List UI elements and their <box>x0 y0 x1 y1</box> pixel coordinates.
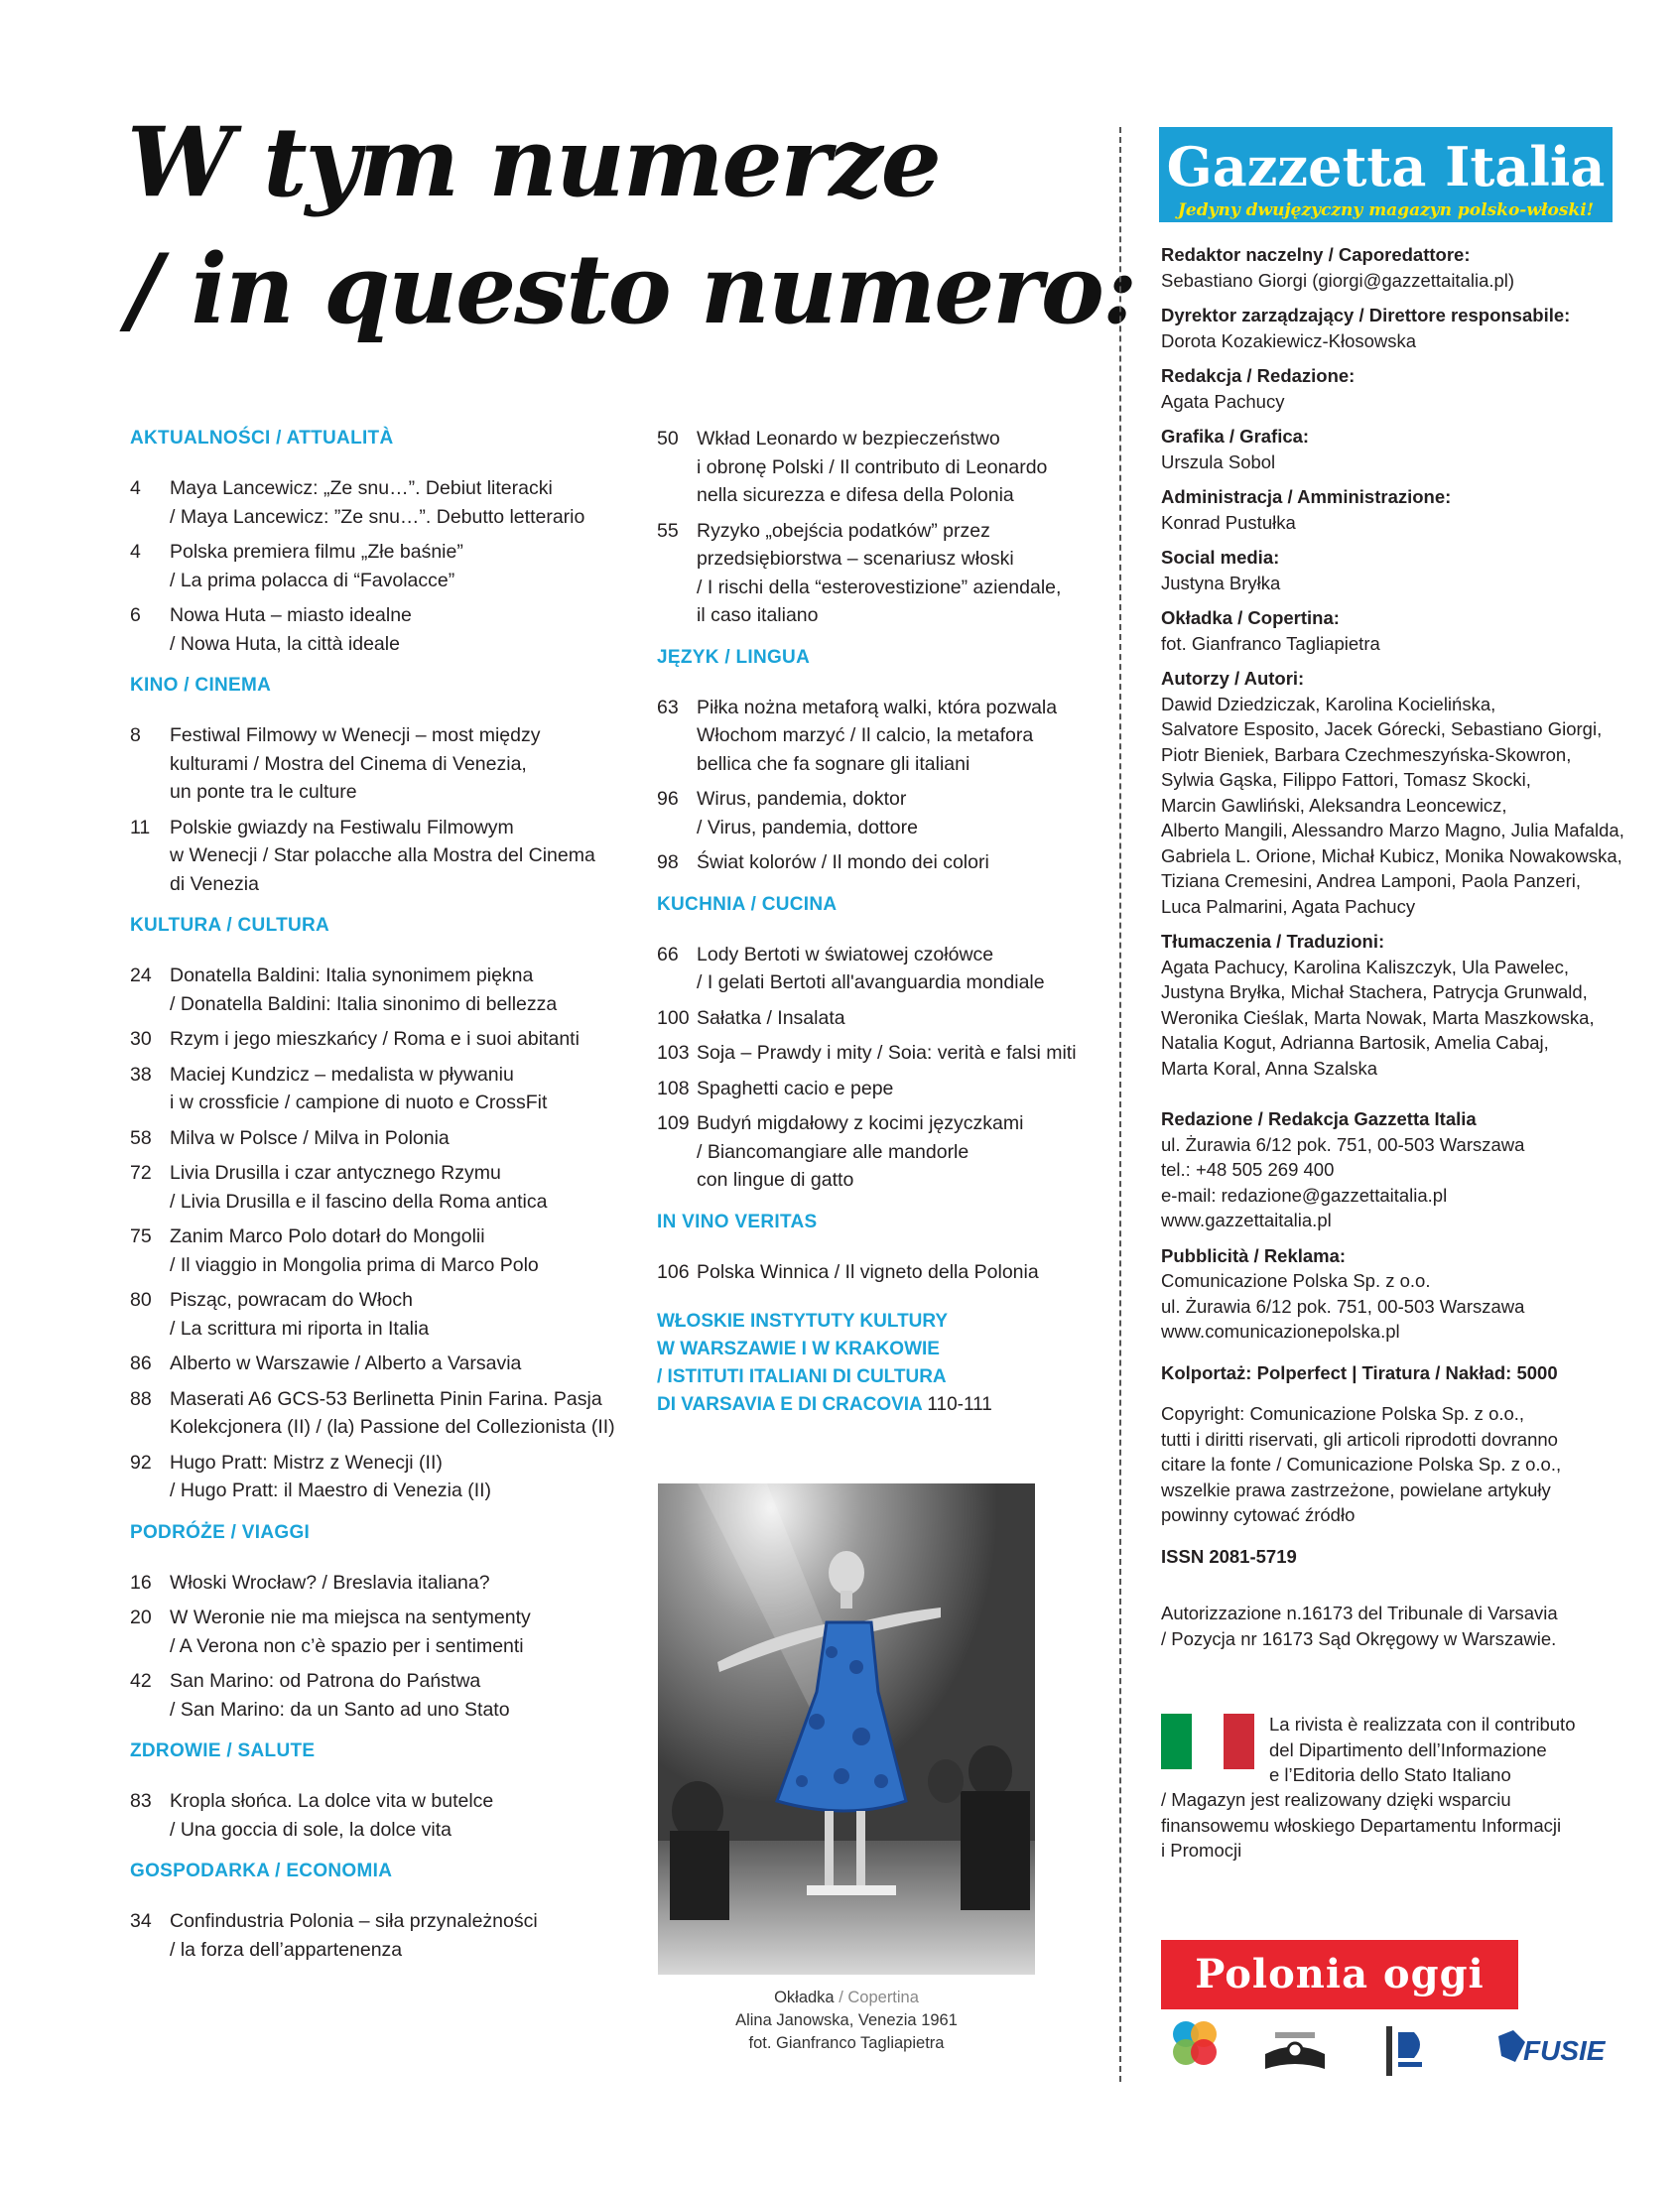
toc-entry[interactable] <box>130 1025 626 1054</box>
article-title: Festiwal Filmowy w Wenecji – most między kulturami / Mostra del Cinema di Venezia, un ponte tra le culture <box>170 724 541 803</box>
page-number: 4 <box>130 541 141 563</box>
toc-entry[interactable] <box>130 1385 626 1442</box>
page-number: 4 <box>130 477 141 499</box>
article-title: Hugo Pratt: Mistrz z Wenecji (II) / Hugo Pratt: il Maestro di Venezia (II) <box>170 1451 492 1501</box>
redazione-address: ul. Żurawia 6/12 pok. 751, 00-503 Warszawa tel.: +48 505 269 400 e-mail: redazione@gazzettaitalia.pl www.gazzettaitalia.pl <box>1161 1133 1525 1230</box>
article-title: Włoski Wrocław? / Breslavia italiana? <box>170 1571 490 1594</box>
redazione-label: Redazione / Redakcja Gazzetta Italia <box>1161 1108 1477 1129</box>
caption-photographer: fot. Gianfranco Tagliapietra <box>748 2034 945 2052</box>
page-number: 86 <box>130 1352 152 1374</box>
toc-entry[interactable] <box>130 1667 626 1724</box>
cover-photo <box>658 1483 1035 1975</box>
toc-entry[interactable] <box>657 941 1094 997</box>
credit-label: Dyrektor zarządzający / Direttore responsabile: <box>1161 305 1571 325</box>
credit-label: Grafika / Grafica: <box>1161 426 1310 447</box>
page-number: 16 <box>130 1571 152 1594</box>
article-title: Maserati A6 GCS-53 Berlinetta Pinin Farina. Pasja Kolekcjonera (II) / (la) Passione del Collezionista (II) <box>170 1387 615 1438</box>
pubblicita-label: Pubblicità / Reklama: <box>1161 1244 1347 1266</box>
credit-value: Justyna Bryłka <box>1161 572 1281 593</box>
page-number: 75 <box>130 1225 152 1247</box>
page-number: 11 <box>130 816 151 838</box>
funding-note-pl: / Magazyn jest realizowany dzięki wsparciu finansowemu włoskiego Departamentu Informacji i Promocji <box>1161 1789 1562 1861</box>
imprint <box>1161 242 1647 1651</box>
article-title: Sałatka / Insalata <box>697 1006 845 1029</box>
toc-entry[interactable] <box>130 962 626 1018</box>
toc-entry[interactable] <box>657 694 1094 779</box>
copyright: Copyright: Comunicazione Polska Sp. z o.o., tutti i diritti riservati, gli articoli riprodotti dovranno citare la fonte / Comunicazione Polska Sp. z o.o., wszelkie prawa zastrzeżone, powielane artykuły powinny cytować źródło <box>1161 1403 1562 1525</box>
toc-entry[interactable] <box>130 474 626 531</box>
toc-entry[interactable] <box>130 814 626 899</box>
caption-label: Okładka <box>774 1989 835 2006</box>
article-title: Spaghetti cacio e pepe <box>697 1077 894 1099</box>
article-title: Polskie gwiazdy na Festiwalu Filmowym w Wenecji / Star polacche alla Mostra del Cinema di Venezia <box>170 816 595 895</box>
article-title: Polska premiera filmu „Złe baśnie” / La prima polacca di “Favolacce” <box>170 541 463 591</box>
article-title: Maya Lancewicz: „Ze snu…”. Debiut literacki / Maya Lancewicz: ”Ze snu…”. Debutto letterario <box>170 477 585 528</box>
page-number: 20 <box>130 1607 152 1628</box>
credit-label: Redakcja / Redazione: <box>1161 365 1356 386</box>
credit-value: fot. Gianfranco Tagliapietra <box>1161 632 1380 654</box>
article-title: Lody Bertoti w światowej czołówce / I gelati Bertoti all'avanguardia mondiale <box>697 943 1045 993</box>
page-number: 92 <box>130 1451 152 1474</box>
toc-entry[interactable] <box>657 517 1094 630</box>
page-number: 100 <box>657 1006 690 1029</box>
page-number: 108 <box>657 1077 690 1099</box>
page-title <box>127 99 1135 353</box>
article-title: Pisząc, powracam do Włoch / La scrittura mi riporta in Italia <box>170 1289 430 1340</box>
toc-entry[interactable] <box>657 848 1094 877</box>
article-title: W Weronie nie ma miejsca na sentymenty / A Verona non c’è spazio per i sentimenti <box>170 1607 531 1657</box>
italian-flag-icon <box>1161 1714 1254 1769</box>
flag-stripe-red <box>1224 1714 1254 1769</box>
article-title: Livia Drusilla i czar antycznego Rzymu / Livia Drusilla e il fascino della Roma antica <box>170 1162 548 1213</box>
issn: ISSN 2081-5719 <box>1161 1545 1297 1567</box>
polonia-oggi-logo <box>1161 1940 1518 2009</box>
article-title: Alberto w Warszawie / Alberto a Varsavia <box>170 1352 522 1374</box>
toc-entry[interactable] <box>657 425 1094 510</box>
toc-entry[interactable] <box>657 1258 1094 1287</box>
institutes-pages: 110-111 <box>927 1394 992 1415</box>
masthead-subtitle: Jedyny dwujęzyczny magazyn polsko-włoski! <box>1159 198 1613 222</box>
page-number: 38 <box>130 1063 152 1086</box>
toc-entry[interactable] <box>130 1787 626 1844</box>
toc-list-middle <box>657 425 1094 1286</box>
title-line-2: / in questo numero: <box>127 233 1136 345</box>
section-heading-podro-z-e: PODRÓŻE / VIAGGI <box>130 1521 311 1543</box>
izba-wydawcow-logo <box>1265 2032 1325 2069</box>
article-title: Piłka nożna metaforą walki, która pozwala Włochom marzyć / Il calcio, la metafora bellica che fa sognare gli italiani <box>697 696 1058 775</box>
toc-entry[interactable] <box>130 1061 626 1117</box>
credit-value: Urszula Sobol <box>1161 450 1276 472</box>
page-number: 66 <box>657 943 679 965</box>
page-number: 98 <box>657 851 679 873</box>
page-number: 55 <box>657 519 679 542</box>
toc-entry[interactable] <box>657 1075 1094 1103</box>
fusie-logo <box>1498 2030 1607 2066</box>
polska-logo <box>1173 2021 1217 2065</box>
masthead-title: Gazzetta Italia <box>1166 135 1606 198</box>
article-title: Kropla słońca. La dolce vita w butelce / Una goccia di sole, la dolce vita <box>170 1790 494 1841</box>
gazzetta-italia-logo <box>1159 127 1613 222</box>
toc-entry[interactable] <box>130 1907 626 1964</box>
page-number: 72 <box>130 1162 152 1184</box>
toc-entry[interactable] <box>130 1223 626 1279</box>
izba-wydawcow-prasy-logo <box>1386 2026 1422 2076</box>
page-number: 58 <box>130 1126 152 1149</box>
article-title: Maciej Kundzicz – medalista w pływaniu i w crossficie / campione di nuoto e CrossFit <box>170 1063 548 1113</box>
page-number: 106 <box>657 1260 690 1283</box>
article-title: Nowa Huta – miasto idealne / Nowa Huta, la città ideale <box>170 604 412 655</box>
page-number: 96 <box>657 788 679 810</box>
toc-entry[interactable] <box>130 721 626 807</box>
page-number: 6 <box>130 604 141 626</box>
page-number: 8 <box>130 724 141 746</box>
toc-entry[interactable] <box>130 1286 626 1343</box>
page-number: 63 <box>657 696 679 718</box>
flag-stripe-green <box>1161 1714 1192 1769</box>
autorizzazione: Autorizzazione n.16173 del Tribunale di Varsavia / Pozycja nr 16173 Sąd Okręgowy w Warszawie. <box>1161 1603 1558 1649</box>
funding-note-it: La rivista è realizzata con il contributo del Dipartimento dell’Informazione e l’Editoria dello Stato Italiano <box>1269 1714 1576 1785</box>
toc-entry[interactable] <box>130 1124 626 1153</box>
toc-entry[interactable] <box>130 1604 626 1660</box>
toc-entry[interactable] <box>657 1109 1094 1195</box>
cover-caption <box>658 1987 1035 2055</box>
section-heading-kino: KINO / CINEMA <box>130 675 272 696</box>
title-line-1: W tym numerze <box>127 106 940 218</box>
caption-label-it: / Copertina <box>839 1989 919 2006</box>
credit-value: Sebastiano Giorgi (giorgi@gazzettaitalia.pl) <box>1161 269 1515 291</box>
page-number: 103 <box>657 1042 690 1064</box>
toc-entry[interactable] <box>657 1004 1094 1033</box>
page-number: 83 <box>130 1790 152 1812</box>
section-heading-aktualnos-ci: AKTUALNOŚCI / ATTUALITÀ <box>130 428 394 449</box>
flag-stripe-white <box>1192 1714 1223 1769</box>
section-heading-zdrowie: ZDROWIE / SALUTE <box>130 1740 316 1761</box>
article-title: San Marino: od Patrona do Państwa / San Marino: da un Santo ad uno Stato <box>170 1670 510 1721</box>
page-number: 30 <box>130 1028 152 1050</box>
credit-value: Dorota Kozakiewicz-Kłosowska <box>1161 329 1417 351</box>
toc-entry[interactable] <box>130 1449 626 1505</box>
kolportaz: Kolportaż: Polperfect | Tiratura / Nakład: 5000 <box>1161 1361 1558 1383</box>
section-heading-in-vino-veritas: IN VINO VERITAS <box>657 1211 818 1232</box>
toc-entry[interactable] <box>657 785 1094 841</box>
dashed-divider <box>1119 127 1121 2082</box>
credits-list <box>1161 242 1647 1081</box>
credit-value: Agata Pachucy <box>1161 390 1285 412</box>
credit-label: Autorzy / Autori: <box>1161 668 1305 689</box>
toc-column-middle <box>657 425 1094 1419</box>
section-heading-kultura: KULTURA / CULTURA <box>130 915 330 936</box>
page-number: 24 <box>130 965 152 986</box>
article-title: Polska Winnica / Il vigneto della Polonia <box>697 1260 1039 1283</box>
credit-label: Administracja / Amministrazione: <box>1161 486 1452 507</box>
caption-subject: Alina Janowska, Venezia 1961 <box>735 2011 958 2029</box>
article-title: Wkład Leonardo w bezpieczeństwo i obronę Polski / Il contributo di Leonardo nella sicurezza e difesa della Polonia <box>697 428 1048 506</box>
section-heading-kuchnia: KUCHNIA / CUCINA <box>657 893 838 915</box>
page-number: 50 <box>657 428 679 450</box>
credit-label: Social media: <box>1161 547 1280 568</box>
credit-label: Tłumaczenia / Traduzioni: <box>1161 931 1385 952</box>
partner-logos <box>1156 2014 1622 2089</box>
credit-label: Redaktor naczelny / Caporedattore: <box>1161 244 1471 265</box>
page-number: 88 <box>130 1387 152 1410</box>
page-number: 109 <box>657 1112 690 1134</box>
credit-value: Konrad Pustułka <box>1161 511 1296 533</box>
toc-column-left <box>130 425 626 1971</box>
article-title: Milva w Polsce / Milva in Polonia <box>170 1126 450 1149</box>
toc-entry[interactable] <box>130 1350 626 1378</box>
toc-entry[interactable] <box>130 601 626 658</box>
credit-value: Agata Pachucy, Karolina Kaliszczyk, Ula Pawelec, Justyna Bryłka, Michał Stachera, Patrycja Grunwald, Weronika Cieślak, Marta Nowak, Marta Maszkowska, Natalia Kogut, Adrianna Bartosik, Amelia Cabaj, Marta Koral, Anna Szalska <box>1161 956 1595 1079</box>
article-title: Donatella Baldini: Italia synonimem piękna / Donatella Baldini: Italia sinonimo di bellezza <box>170 965 558 1015</box>
toc-entry[interactable] <box>657 1039 1094 1068</box>
pubblicita-address: Comunicazione Polska Sp. z o.o. ul. Żurawia 6/12 pok. 751, 00-503 Warszawa www.comunicazionepolska.pl <box>1161 1270 1525 1342</box>
article-title: Confindustria Polonia – siła przynależności / la forza dell’appartenenza <box>170 1910 538 1961</box>
page-number: 42 <box>130 1670 152 1692</box>
fusie-text: FUSIE <box>1523 2035 1606 2066</box>
toc-entry[interactable] <box>130 1159 626 1216</box>
toc-entry[interactable] <box>130 1569 626 1598</box>
article-title: Wirus, pandemia, doktor / Virus, pandemia, dottore <box>697 788 918 838</box>
toc-entry[interactable] <box>130 538 626 594</box>
article-title: Świat kolorów / Il mondo dei colori <box>697 851 989 873</box>
credit-label: Okładka / Copertina: <box>1161 607 1340 628</box>
article-title: Ryzyko „obejścia podatków” przez przedsiębiorstwa – scenariusz włoski / I rischi della “esterovestizione” aziendale, il caso italiano <box>697 519 1062 626</box>
polonia-oggi-text: Polonia oggi <box>1195 1951 1485 1997</box>
page-number: 34 <box>130 1910 152 1932</box>
section-heading-je-zyk: JĘZYK / LINGUA <box>657 646 811 668</box>
cover-photo-image <box>658 1483 1035 1975</box>
credit-value: Dawid Dziedziczak, Karolina Kocielińska, Salvatore Esposito, Jacek Górecki, Sebastiano Giorgi, Piotr Bieniek, Barbara Czechmeszyńska-Skowron, Sylwia Gąska, Filippo Fattori, Tomasz Skocki, Marcin Gawliński, Aleksandra Leoncewicz, Alberto Mangili, Alessandro Marzo Magno, Julia Mafalda, Gabriela L. Orione, Michał Kubicz, Monika Nowakowska, Tiziana Cremesini, Andrea Lamponi, Paola Panzeri, Luca Palmarini, Agata Pachucy <box>1161 693 1624 917</box>
page-number: 80 <box>130 1289 152 1311</box>
article-title: Budyń migdałowy z kocimi języczkami / Biancomangiare alle mandorle con lingue di gatto <box>697 1112 1024 1191</box>
institutes-label: WŁOSKIE INSTYTUTY KULTURY W WARSZAWIE I W KRAKOWIE / ISTITUTI ITALIANI DI CULTURA DI VARSAVIA E DI CRACOVIA <box>657 1311 949 1415</box>
article-title: Soja – Prawdy i mity / Soia: verità e falsi miti <box>697 1042 1077 1064</box>
section-heading-gospodarka: GOSPODARKA / ECONOMIA <box>130 1861 393 1881</box>
article-title: Rzym i jego mieszkańcy / Roma e i suoi abitanti <box>170 1028 580 1050</box>
institutes-section[interactable] <box>657 1308 1094 1419</box>
article-title: Zanim Marco Polo dotarł do Mongolii / Il viaggio in Mongolia prima di Marco Polo <box>170 1225 539 1276</box>
